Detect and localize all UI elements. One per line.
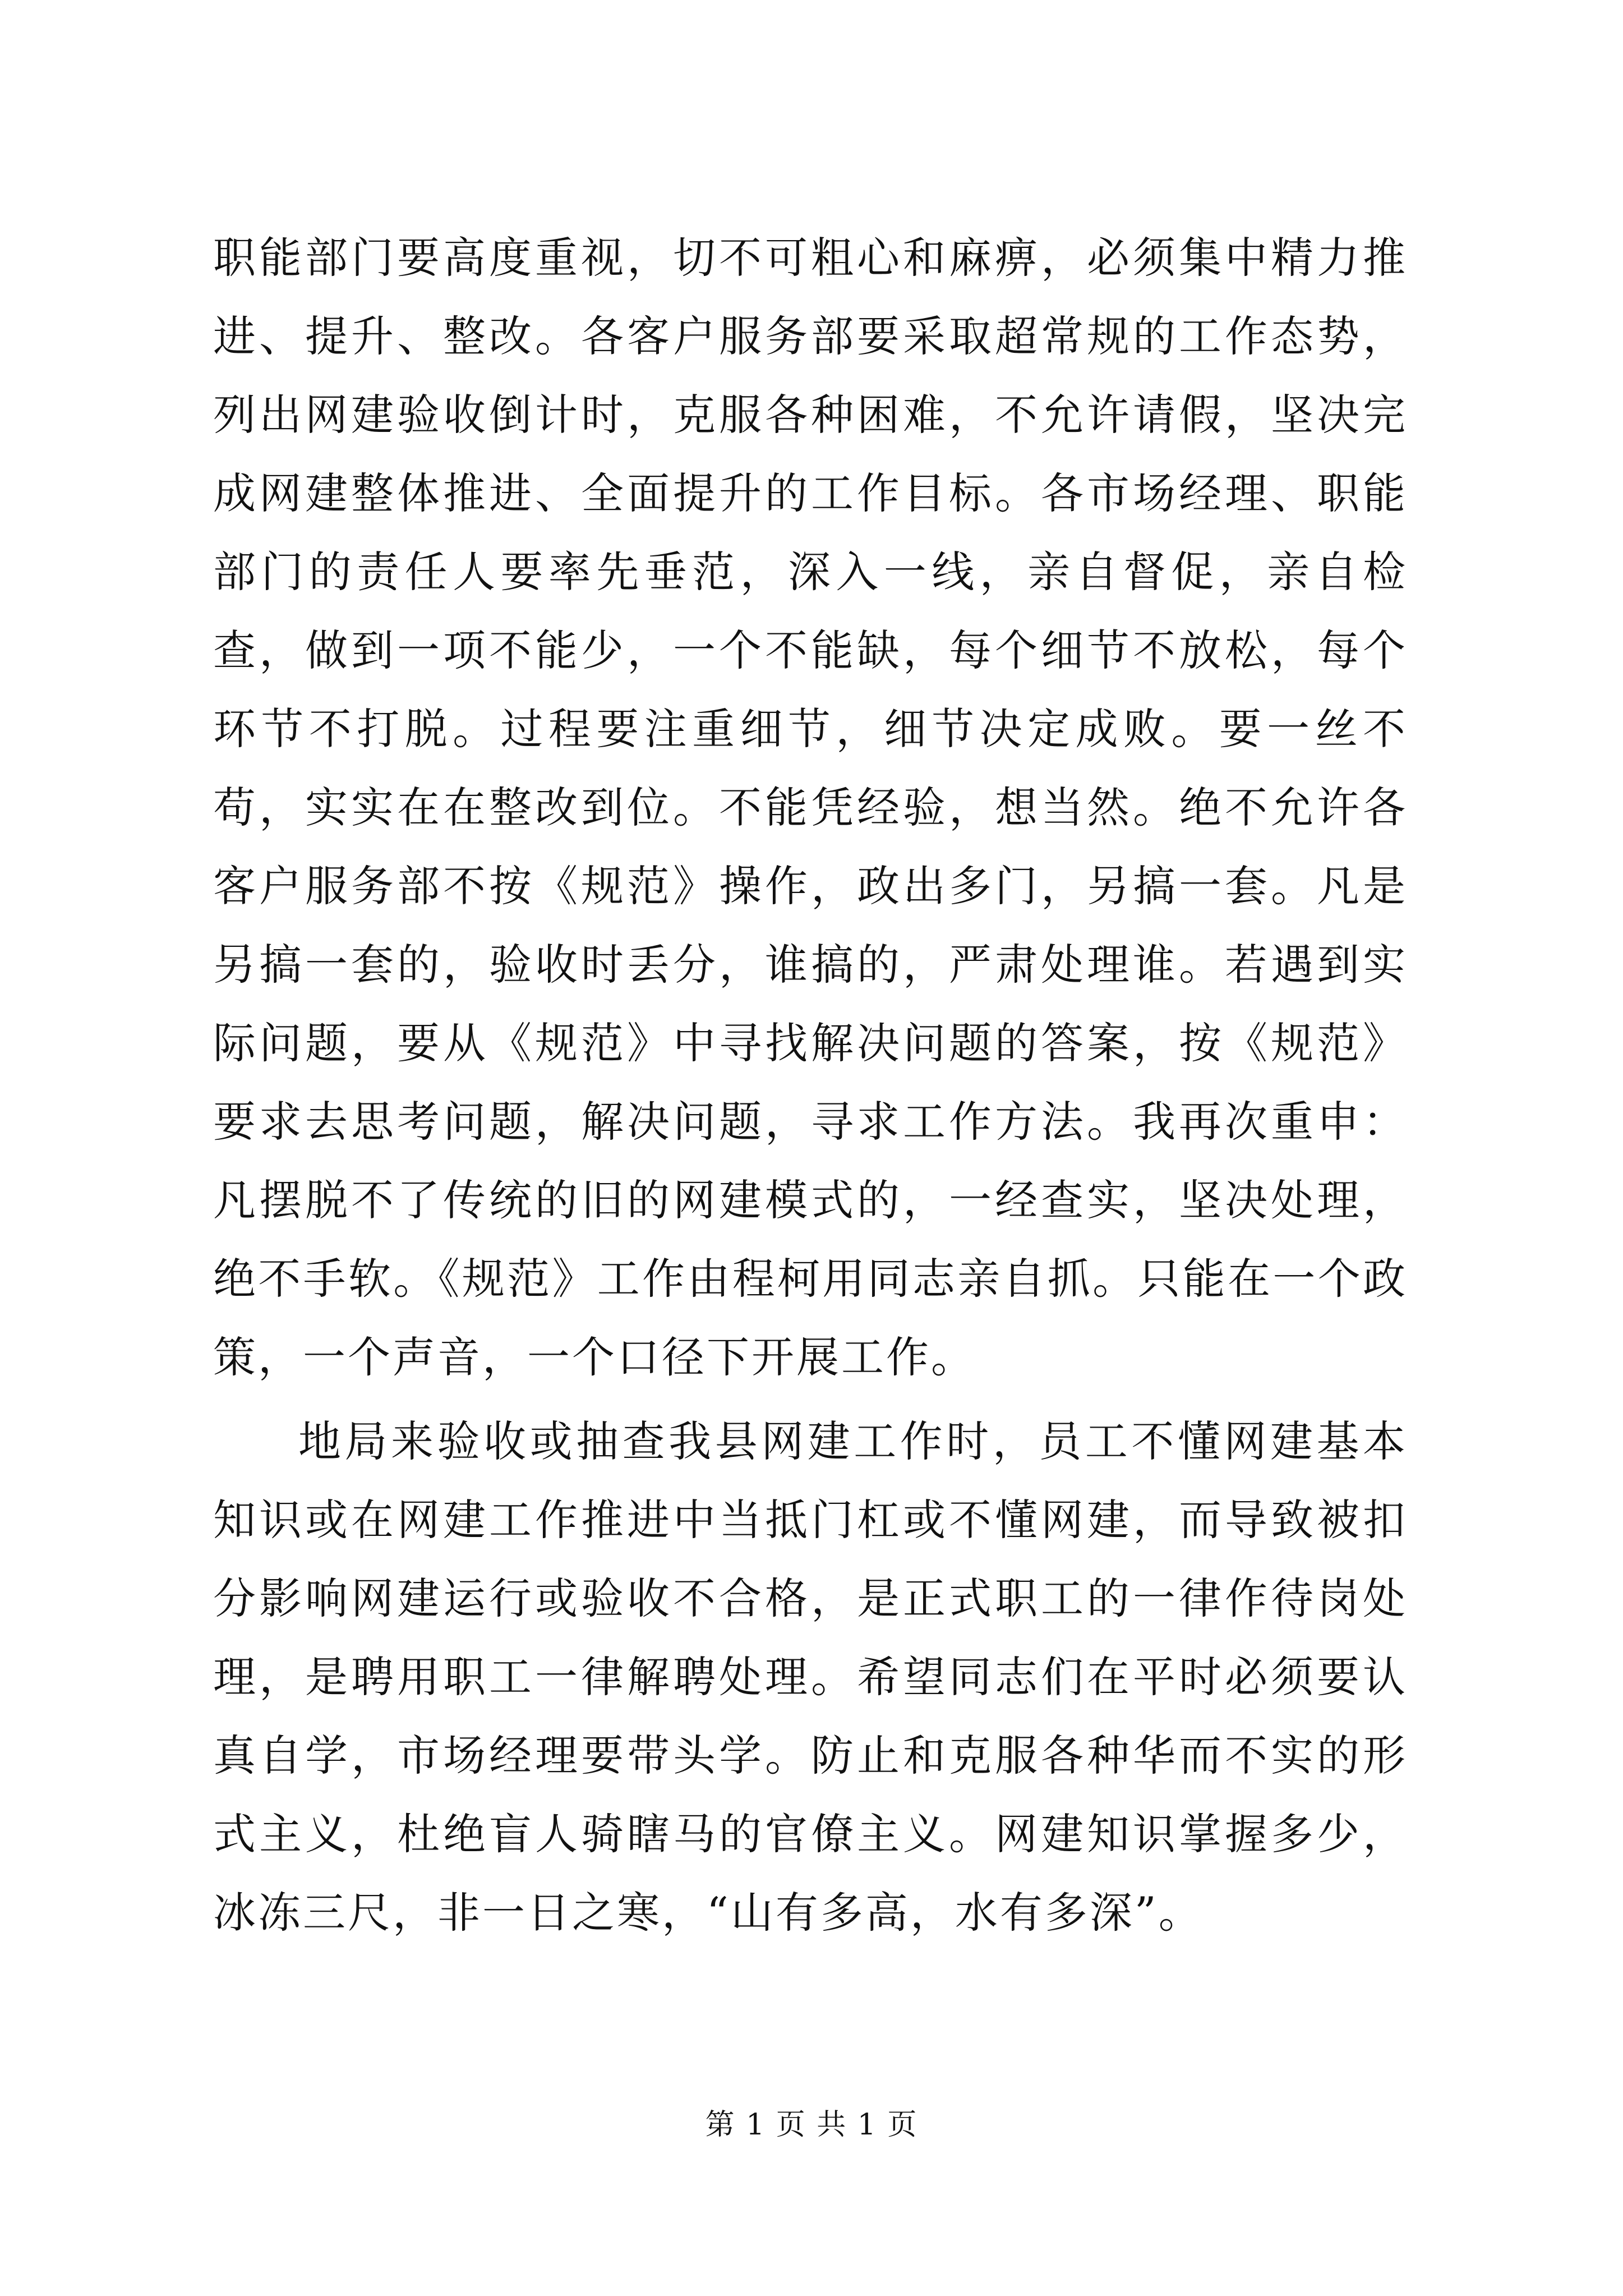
document-body: [213, 219, 1408, 1952]
paragraph: 职能部门要高度重视，切不可粗心和麻痹，必须集中精力推进、提升、整改。各客户服务部要采取超常规的工作态势，列出网建验收倒计时，克服各种困难，不允许请假，坚决完成网建整体推进、全面提升的工作目标。各市场经理、职能部门的责任人要率先垂范，深入一线，亲自督促，亲自检查，做到一项不能少，一个不能缺，每个细节不放松，每个环节不打脱。过程要注重细节，细节决定成败。要一丝不苟，实实在在整改到位。不能凭经验，想当然。绝不允许各客户服务部不按《规范》操作，政出多门，另搞一套。凡是另搞一套的，验收时丢分，谁搞的，严肃处理谁。若遇到实际问题，要从《规范》中寻找解决问题的答案，按《规范》要求去思考问题，解决问题，寻求工作方法。我再次重申：凡摆脱不了传统的旧的网建模式的，一经查实，坚决处理，绝不手软。《规范》工作由程柯用同志亲自抓。只能在一个政策，一个声音，一个口径下开展工作。: [213, 233, 1408, 1382]
page-number-footer: 第 1 页 共 1 页: [705, 2108, 918, 2142]
paragraph: 地局来验收或抽查我县网建工作时，员工不懂网建基本知识或在网建工作推进中当抵门杠或不懂网建，而导致被扣分影响网建运行或验收不合格，是正式职工的一律作待岗处理，是聘用职工一律解聘处理。希望同志们在平时必须要认真自学，市场经理要带头学。防止和克服各种华而不实的形式主义，杜绝盲人骑瞎马的官僚主义。网建知识掌握多少，冰冻三尺，非一日之寒，“山有多高，水有多深”。: [213, 1416, 1408, 1938]
